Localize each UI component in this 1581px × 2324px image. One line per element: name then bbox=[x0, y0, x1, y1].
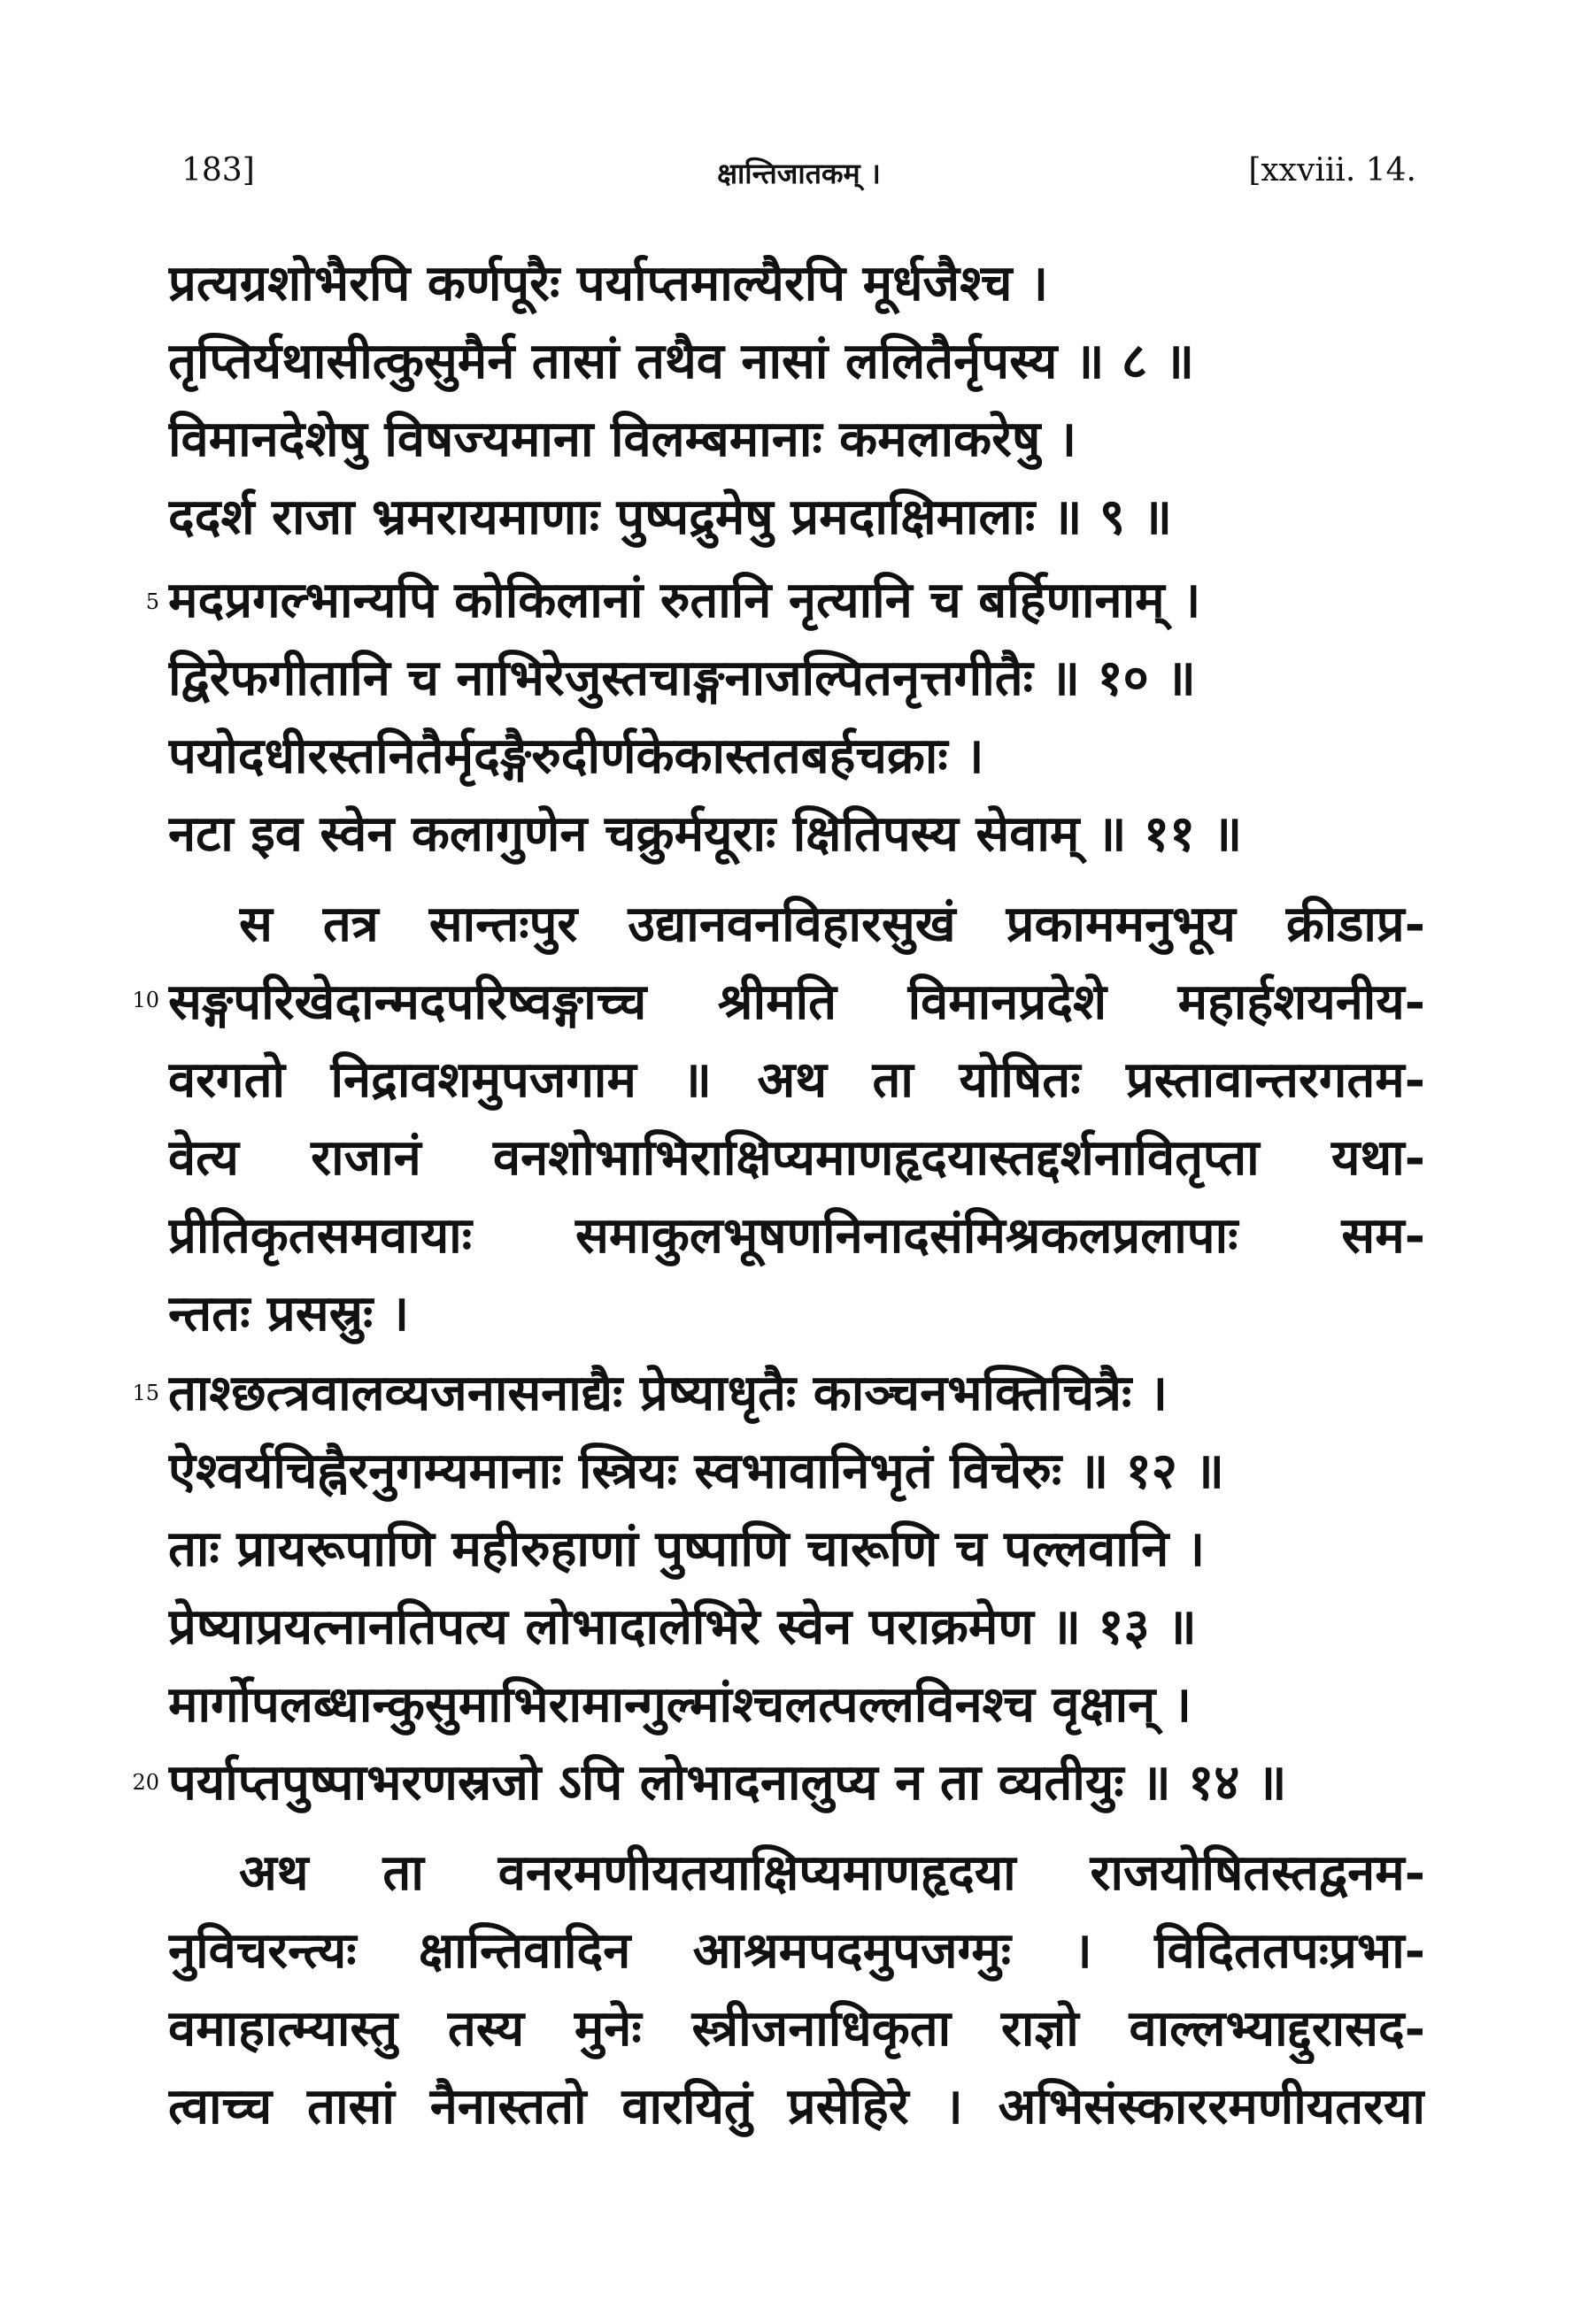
verse-line: विमानदेशेषु विषज्यमाना विलम्बमानाः कमलाकरेषु । bbox=[168, 410, 1077, 468]
page-number: 183] bbox=[181, 152, 255, 189]
verse-line: प्रेष्याप्रयत्नानतिपत्य लोभादालेभिरे स्वेन पराक्रमेण ॥ १३ ॥ bbox=[168, 1597, 1197, 1656]
prose-line: सङ्गपरिखेदान्मदपरिष्वङ्गाच्च श्रीमति विमानप्रदेशे महार्हशयनीय- bbox=[168, 973, 1425, 1031]
verse-line: मदप्रगल्भान्यपि कोकिलानां रुतानि नृत्यानि च बर्हिणानाम् । bbox=[168, 571, 1201, 629]
verse-line: ऐश्वर्यचिह्नैरनुगम्यमानाः स्त्रियः स्वभावानिभृतं विचेरुः ॥ १२ ॥ bbox=[168, 1442, 1224, 1500]
section-reference: [xxviii. 14. bbox=[1248, 152, 1416, 189]
line-number: 5 bbox=[145, 589, 159, 614]
line-number: 20 bbox=[132, 1770, 159, 1795]
prose-line: स तत्र सान्तःपुर उद्यानवनविहारसुखं प्रकाममनुभूय क्रीडाप्र- bbox=[239, 895, 1425, 953]
verse-line: मार्गोपलब्धान्कुसुमाभिरामान्गुल्मांश्चलत्पल्लविनश्च वृक्षान् । bbox=[168, 1675, 1192, 1734]
running-title: क्षान्तिजातकम् । bbox=[717, 157, 881, 190]
verse-line: द्विरेफगीतानि च नाभिरेजुस्तचाङ्गनाजल्पितनृत्तगीतैः ॥ १० ॥ bbox=[168, 649, 1196, 707]
prose-line: नुविचरन्त्यः क्षान्तिवादिन आश्रमपदमुपजग्मुः । विदिततपःप्रभा- bbox=[168, 1921, 1425, 1980]
line-number: 15 bbox=[132, 1381, 159, 1405]
verse-line: प्रत्यग्रशोभैरपि कर्णपूरैः पर्याप्तमाल्यैरपि मूर्धजैश्च । bbox=[168, 254, 1049, 312]
prose-line: वरगतो निद्रावशमुपजगाम ॥ अथ ता योषितः प्रस्तावान्तरगतम- bbox=[168, 1050, 1425, 1109]
verse-line: पयोदधीरस्तनितैर्मृदङ्गैरुदीर्णकेकास्ततबर्हचक्राः । bbox=[168, 727, 984, 785]
page-header bbox=[181, 152, 1416, 205]
verse-line: तृप्तिर्यथासीत्कुसुमैर्न तासां तथैव नासां ललितैर्नृपस्य ॥ ८ ॥ bbox=[168, 332, 1195, 390]
verse-line: ताश्छत्त्रवालव्यजनासनाद्यैः प्रेष्याधृतैः काञ्चनभक्तिचित्रैः । bbox=[168, 1364, 1168, 1422]
prose-line: वमाहात्म्यास्तु तस्य मुनेः स्त्रीजनाधिकृता राज्ञो वाल्लभ्याद्दुरासद- bbox=[168, 1999, 1425, 2058]
prose-line: त्वाच्च तासां नैनास्ततो वारयितुं प्रसेहिरे । अभिसंस्काररमणीयतरया bbox=[168, 2077, 1425, 2135]
verse-line: ददर्श राजा भ्रमरायमाणाः पुष्पद्रुमेषु प्रमदाक्षिमालाः ॥ ९ ॥ bbox=[168, 488, 1173, 546]
prose-line: अथ ता वनरमणीयतयाक्षिप्यमाणहृदया राजयोषितस्तद्वनम- bbox=[239, 1843, 1425, 1902]
prose-line: न्ततः प्रसस्रुः । bbox=[168, 1284, 410, 1343]
verse-line: पर्याप्तपुष्पाभरणस्रजो ऽपि लोभादनालुप्य न ता व्यतीयुः ॥ १४ ॥ bbox=[168, 1753, 1287, 1812]
line-number: 10 bbox=[132, 988, 159, 1012]
prose-line: वेत्य राजानं वनशोभाभिराक्षिप्यमाणहृदयास्तद्दर्शनावितृप्ता यथा- bbox=[168, 1128, 1425, 1187]
prose-line: प्रीतिकृतसमवायाः समाकुलभूषणनिनादसंमिश्रकलप्रलापाः सम- bbox=[168, 1206, 1425, 1265]
verse-line: ताः प्रायरूपाणि महीरुहाणां पुष्पाणि चारूणि च पल्लवानि । bbox=[168, 1520, 1206, 1578]
verse-line: नटा इव स्वेन कलागुणेन चक्रुर्मयूराः क्षितिपस्य सेवाम् ॥ ११ ॥ bbox=[168, 804, 1243, 863]
